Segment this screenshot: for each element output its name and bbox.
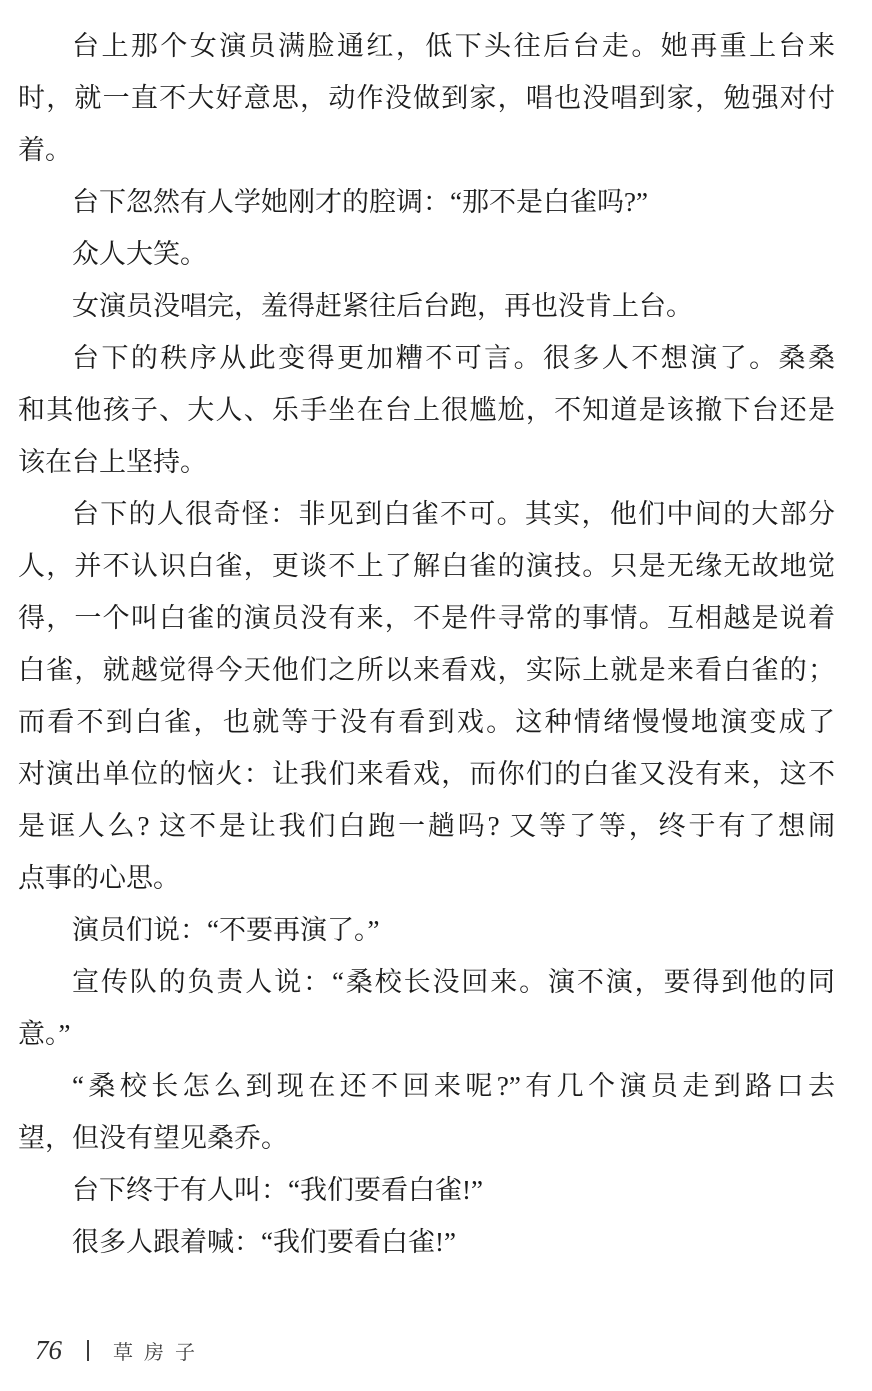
text-line: “桑校长怎么到现在还不回来呢?”有几个演员走到路口去 [72,1071,835,1101]
paragraph [18,1060,835,1164]
text-line: 台下终于有人叫：“我们要看白雀!” [72,1175,483,1205]
text-line: 意。” [18,1019,71,1049]
paragraph [18,488,835,904]
text-line: 点事的心思。 [18,863,180,893]
text-line: 台下忽然有人学她刚才的腔调：“那不是白雀吗?” [72,187,648,217]
paragraph [18,176,835,228]
text-line: 宣传队的负责人说：“桑校长没回来。演不演，要得到他的同 [72,967,835,997]
book-title: 草房子 [113,1341,206,1364]
footer-separator-line [87,1340,89,1361]
text-line: 该在台上坚持。 [18,447,207,477]
text-line: 台下的秩序从此变得更加糟不可言。很多人不想演了。桑桑 [72,343,835,373]
text-line: 很多人跟着喊：“我们要看白雀!” [72,1227,456,1257]
page-footer [35,1330,206,1370]
text-line: 望，但没有望见桑乔。 [18,1123,288,1153]
paragraph [18,956,835,1060]
paragraph [18,1164,835,1216]
paragraph [18,228,835,280]
text-line: 台下的人很奇怪：非见到白雀不可。其实，他们中间的大部分 [72,499,835,529]
text-line: 女演员没唱完，羞得赶紧往后台跑，再也没肯上台。 [72,291,693,321]
text-line: 而看不到白雀，也就等于没有看到戏。这种情绪慢慢地演变成了 [18,707,835,737]
text-line: 众人大笑。 [72,239,207,269]
paragraph [18,280,835,332]
text-line: 和其他孩子、大人、乐手坐在台上很尴尬，不知道是该撤下台还是 [18,395,835,425]
paragraph [18,332,835,488]
text-line: 演员们说：“不要再演了。” [72,915,380,945]
text-line: 人，并不认识白雀，更谈不上了解白雀的演技。只是无缘无故地觉 [18,551,835,581]
text-line: 得，一个叫白雀的演员没有来，不是件寻常的事情。互相越是说着 [18,603,835,633]
page-text [18,20,835,1268]
paragraph [18,1216,835,1268]
text-line: 对演出单位的恼火：让我们来看戏，而你们的白雀又没有来，这不 [18,759,835,789]
text-line: 是诓人么? 这不是让我们白跑一趟吗? 又等了等，终于有了想闹 [18,811,835,841]
text-line: 着。 [18,135,72,165]
paragraph [18,904,835,956]
text-line: 白雀，就越觉得今天他们之所以来看戏，实际上就是来看白雀的； [18,655,835,685]
text-line: 台上那个女演员满脸通红，低下头往后台走。她再重上台来 [72,31,835,61]
text-line: 时，就一直不大好意思，动作没做到家，唱也没唱到家，勉强对付 [18,83,835,113]
page-number: 76 [35,1334,62,1365]
paragraph [18,20,835,176]
